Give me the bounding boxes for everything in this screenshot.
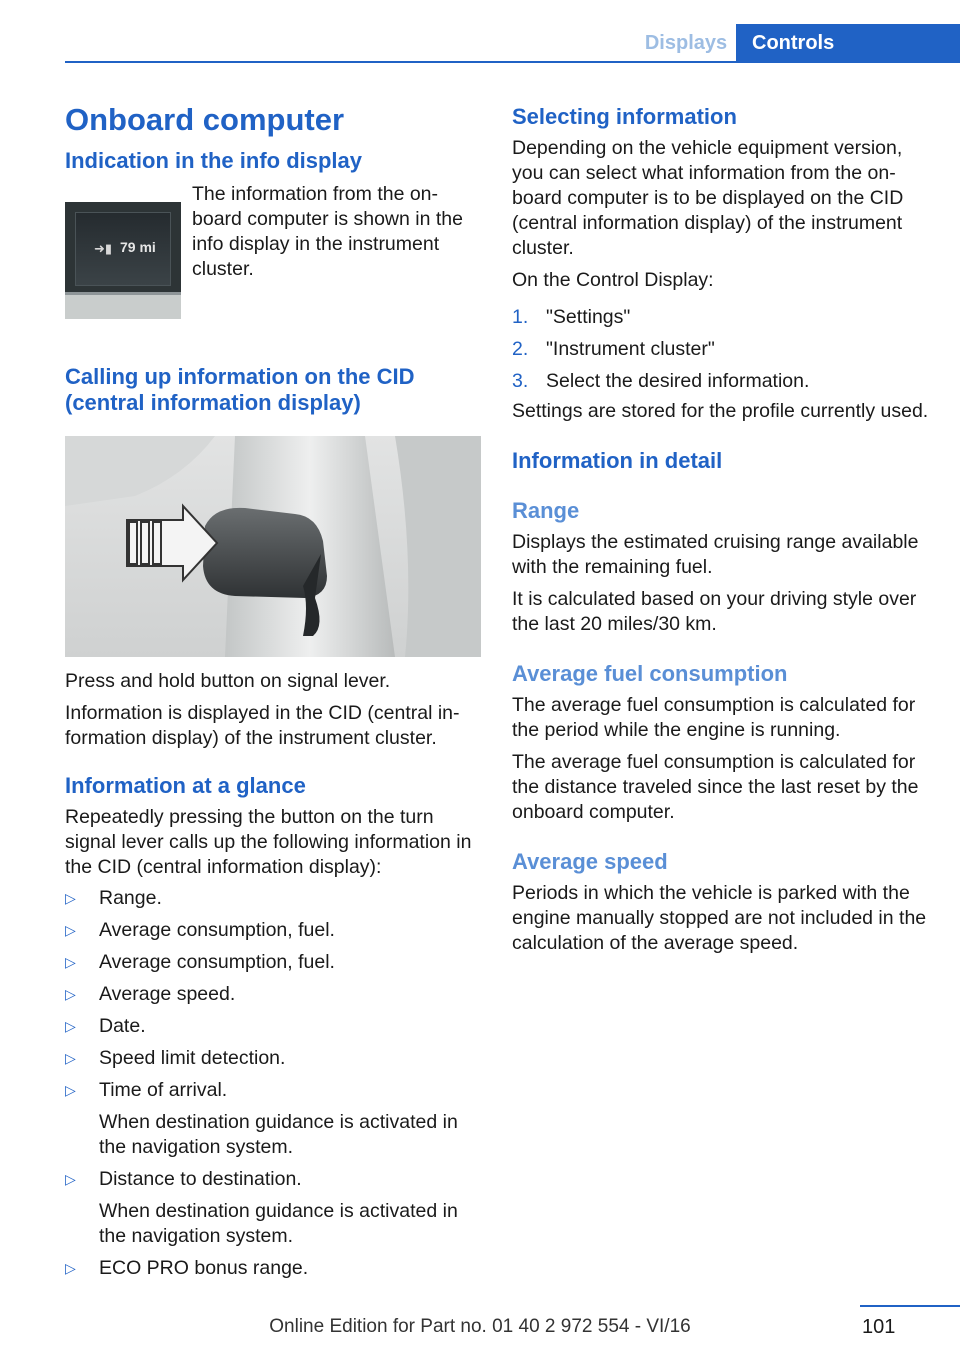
info-bullet-list (65, 886, 481, 1281)
instrument-screen (75, 212, 171, 286)
range-arrow-icon: ➜▮ (94, 241, 113, 256)
page-title: Onboard computer (65, 102, 345, 137)
subheading-average-fuel-consumption: Average fuel consumption (512, 661, 788, 686)
section-heading-at-a-glance: Information at a glance (65, 773, 306, 798)
list-item: ▷ Average consumption, fuel. (65, 919, 335, 941)
step-item: 1. "Settings" (512, 306, 631, 328)
tab-displays[interactable]: Displays (644, 31, 728, 54)
left-column (65, 100, 481, 1288)
bullet-triangle-icon: ▷ (65, 1050, 76, 1066)
list-item: ▷ ECO PRO bonus range. (65, 1257, 309, 1279)
bullet-triangle-icon: ▷ (65, 954, 76, 970)
list-item: ▷ Distance to destination. When destination guidance is activated in the navigation system. (65, 1167, 481, 1249)
range-reading: 79 mi (120, 239, 156, 255)
info-display-block (65, 182, 481, 332)
steps-list (512, 305, 932, 394)
bullet-triangle-icon: ▷ (65, 986, 76, 1002)
afc-text-2: The average fuel consumption is calculated for the distance traveled since the last reset by the onboard computer. (512, 751, 919, 823)
subheading-range: Range (512, 498, 580, 523)
range-text-2: It is calculated based on your driving style over the last 20 miles/30 km. (512, 588, 917, 635)
signal-lever-image (65, 436, 481, 657)
bullet-triangle-icon: ▷ (65, 1171, 76, 1187)
list-item: ▷ Average speed. (65, 983, 236, 1005)
tab-controls[interactable]: Controls (736, 24, 960, 62)
at-a-glance-intro: Repeatedly pressing the button on the turn signal lever calls up the following information in the CID (central information display): (65, 806, 472, 878)
list-item: ▷ Average consumption, fuel. (65, 951, 335, 973)
section-heading-calling-up: Calling up information on the CID (central information display) (65, 364, 415, 415)
afc-text-1: The average fuel consumption is calculated for the period while the engine is running. (512, 694, 916, 741)
signal-lever-illustration (65, 436, 481, 657)
list-item: ▷ Time of arrival. When destination guidance is activated in the navigation system. (65, 1078, 481, 1160)
list-item: ▷ Date. (65, 1015, 146, 1037)
bullet-triangle-icon: ▷ (65, 1018, 76, 1034)
page-number: 101 (862, 1316, 896, 1338)
cluster-base (65, 295, 181, 319)
header-rule (65, 61, 960, 63)
step-item: 3. Select the desired information. (512, 370, 810, 392)
step-number: 1. (512, 306, 529, 328)
settings-stored-text: Settings are stored for the profile currently used. (512, 400, 929, 422)
control-display-label: On the Control Display: (512, 269, 714, 291)
list-item-note: When destination guidance is activated in the navigation system. (99, 1111, 458, 1158)
list-item-note: When destination guidance is activated in the navigation system. (99, 1200, 458, 1247)
bullet-triangle-icon: ▷ (65, 890, 76, 906)
selecting-text: Depending on the vehicle equipment version, you can select what information from the on-board computer is to be displayed on the CID (central information display) of the instrument cluster. (512, 137, 904, 259)
average-speed-text: Periods in which the vehicle is parked with the engine manually stopped are not included in the calculation of the average speed. (512, 882, 927, 954)
header-tabs (636, 24, 960, 62)
range-text-1: Displays the estimated cruising range available with the remaining fuel. (512, 531, 919, 578)
info-display-image (65, 202, 181, 319)
info-display-text: The information from the on-board computer is shown in the info display in the instrument cluster. (192, 183, 463, 280)
bullet-triangle-icon: ▷ (65, 922, 76, 938)
step-number: 3. (512, 370, 529, 392)
list-item: ▷ Range. (65, 887, 162, 909)
lever-instruction: Press and hold button on signal lever. (65, 670, 391, 692)
section-heading-selecting: Selecting information (512, 104, 737, 129)
footer-edition: Online Edition for Part no. 01 40 2 972 554 - VI/16 (269, 1316, 691, 1337)
list-item: ▷ Speed limit detection. (65, 1047, 286, 1069)
section-heading-detail: Information in detail (512, 448, 723, 473)
footer-rule (860, 1305, 960, 1307)
subheading-average-speed: Average speed (512, 849, 668, 874)
right-column (512, 100, 932, 956)
step-item: 2. "Instrument cluster" (512, 338, 715, 360)
section-heading-info-display: Indication in the info display (65, 148, 363, 173)
lever-description: Information is displayed in the CID (central in-formation display) of the instrument cluster. (65, 702, 460, 749)
bullet-triangle-icon: ▷ (65, 1260, 76, 1276)
bullet-triangle-icon: ▷ (65, 1082, 76, 1098)
step-number: 2. (512, 338, 529, 360)
